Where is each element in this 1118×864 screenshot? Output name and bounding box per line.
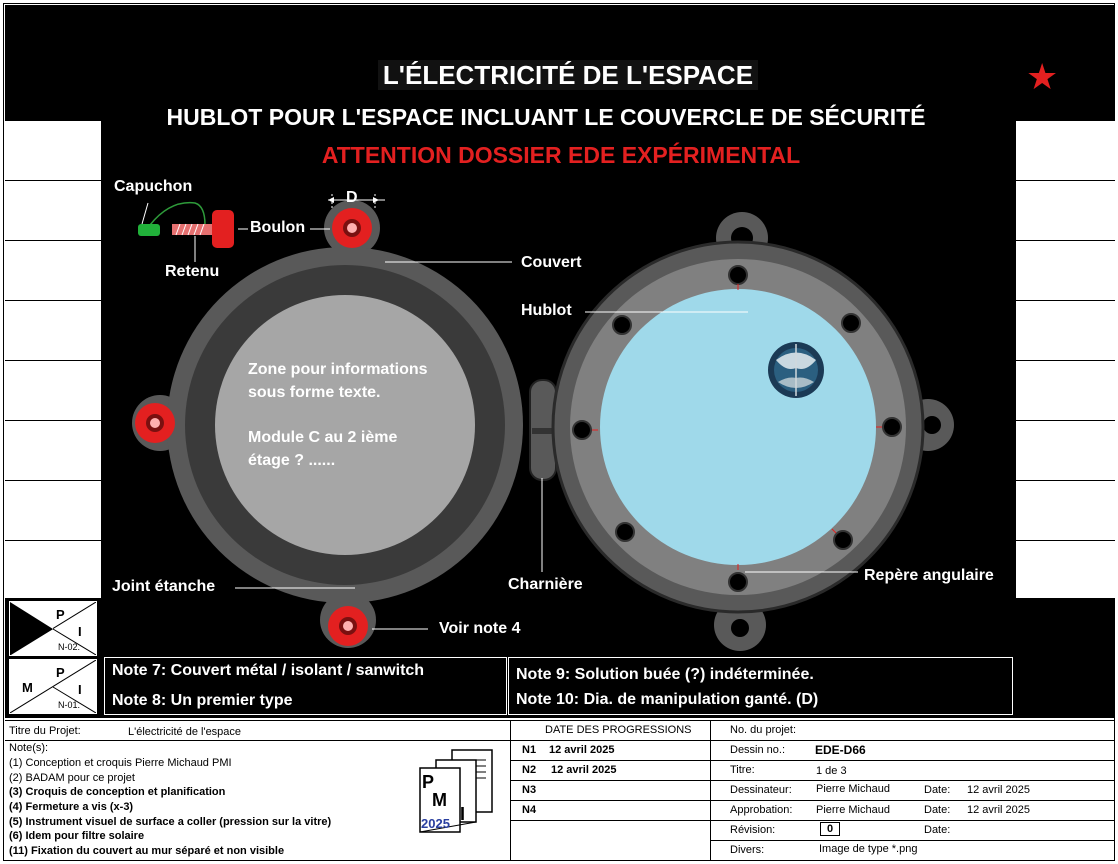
date-label-1: Date: [924, 784, 951, 796]
date-value-1: 12 avril 2025 [967, 784, 1030, 796]
label-voir-note: Voir note 4 [439, 620, 521, 637]
badge-i: I [78, 624, 82, 639]
note-10: Note 10: Dia. de manipulation ganté. (D) [516, 691, 819, 708]
red-ear-bottom [328, 606, 368, 646]
progress-n1: N1 [522, 744, 537, 756]
pmi-logo [418, 748, 496, 834]
tb-note-6: (6) Idem pour filtre solaire [9, 830, 145, 842]
titre-label: Titre: [730, 764, 755, 776]
badge-m: M [22, 622, 33, 637]
zone-line-4: étage ? ...... [248, 452, 336, 469]
progress-n1-date: 12 avril 2025 [549, 744, 615, 756]
date-value-2: 12 avril 2025 [967, 804, 1030, 816]
logo-m: M [432, 790, 447, 810]
progress-n4: N4 [522, 804, 537, 816]
revision-label: Révision: [730, 824, 776, 836]
progress-n2-date: 12 avril 2025 [551, 764, 617, 776]
pmi-badge-n01 [9, 659, 97, 714]
titre-value: 1 de 3 [816, 765, 847, 777]
dessin-value: EDE-D66 [815, 743, 866, 757]
subtitle: HUBLOT POUR L'ESPACE INCLUANT LE COUVERCLE DE SÉCURITÉ [166, 104, 926, 130]
title-block-top [5, 720, 1115, 721]
projet-label: Titre du Projet: [9, 725, 81, 737]
red-ear-top [332, 208, 372, 248]
label-hublot: Hublot [521, 302, 572, 319]
label-capuchon: Capuchon [114, 178, 193, 195]
main-title: L'ÉLECTRICITÉ DE L'ESPACE [378, 60, 758, 90]
badge-m: M [22, 680, 33, 695]
badge-p: P [56, 665, 65, 680]
star-icon: ★ [1026, 56, 1059, 97]
pmi-badge-n02 [9, 601, 97, 656]
no-projet-label: No. du projet: [730, 724, 797, 736]
approbation-label: Approbation: [730, 804, 793, 816]
badge-i: I [78, 682, 82, 697]
label-boulon: Boulon [250, 219, 306, 236]
approbation-value: Pierre Michaud [816, 804, 890, 816]
note-9: Note 9: Solution buée (?) indéterminée. [516, 666, 814, 683]
label-charniere: Charnière [508, 576, 583, 593]
earth-image [768, 342, 824, 398]
dessinateur-value: Pierre Michaud [816, 783, 890, 795]
progress-n2: N2 [522, 764, 537, 776]
tb-note-1: (1) Conception et croquis Pierre Michaud PMI [9, 757, 232, 769]
revision-value: 0 [820, 822, 840, 836]
note-7: Note 7: Couvert métal / isolant / sanwitch [112, 662, 425, 679]
badge-code: N-02. [58, 642, 81, 652]
capuchon-shape [138, 224, 160, 236]
dessinateur-label: Dessinateur: [730, 784, 792, 796]
zone-line-2: sous forme texte. [248, 384, 381, 401]
dessin-label: Dessin no.: [730, 744, 786, 756]
tb-note-2: (2) BADAM pour ce projet [9, 772, 135, 784]
porthole-assembly [553, 212, 954, 651]
label-repere: Repère angulaire [864, 567, 994, 584]
tb-note-3: (3) Croquis de conception et planification [9, 786, 226, 798]
date-label-2: Date: [924, 804, 951, 816]
tb-note-5: (5) Instrument visuel de surface a coller (pression sur la vitre) [9, 816, 332, 828]
bolt-detail [138, 203, 234, 248]
logo-i: I [460, 804, 466, 824]
label-couvert: Couvert [521, 254, 582, 271]
notes-label: Note(s): [9, 742, 49, 754]
progress-header: DATE DES PROGRESSIONS [545, 724, 692, 736]
zone-line-1: Zone pour informations [248, 361, 428, 378]
warning-title: ATTENTION DOSSIER EDE EXPÉRIMENTAL [321, 142, 801, 168]
divers-value: Image de type *.png [819, 843, 918, 855]
tb-note-4: (4) Fermeture a vis (x-3) [9, 801, 134, 813]
label-retenu: Retenu [165, 263, 220, 280]
note-8: Note 8: Un premier type [112, 692, 293, 709]
logo-p: P [422, 772, 435, 792]
label-joint: Joint étanche [112, 578, 216, 595]
progress-n3: N3 [522, 784, 537, 796]
zone-line-3: Module C au 2 ième [248, 429, 398, 446]
badge-p: P [56, 607, 65, 622]
zone-info-text [248, 358, 428, 472]
badge-code: N-01. [58, 700, 81, 710]
tb-note-11: (11) Fixation du couvert au mur séparé et non visible [9, 845, 285, 857]
divers-label: Divers: [730, 844, 765, 856]
date-label-3: Date: [924, 824, 951, 836]
hublot-glass [600, 289, 876, 565]
logo-year: 2025 [421, 816, 450, 831]
label-d: D [346, 189, 358, 206]
projet-value: L'électricité de l'espace [128, 726, 242, 738]
red-ear-left [135, 403, 175, 443]
